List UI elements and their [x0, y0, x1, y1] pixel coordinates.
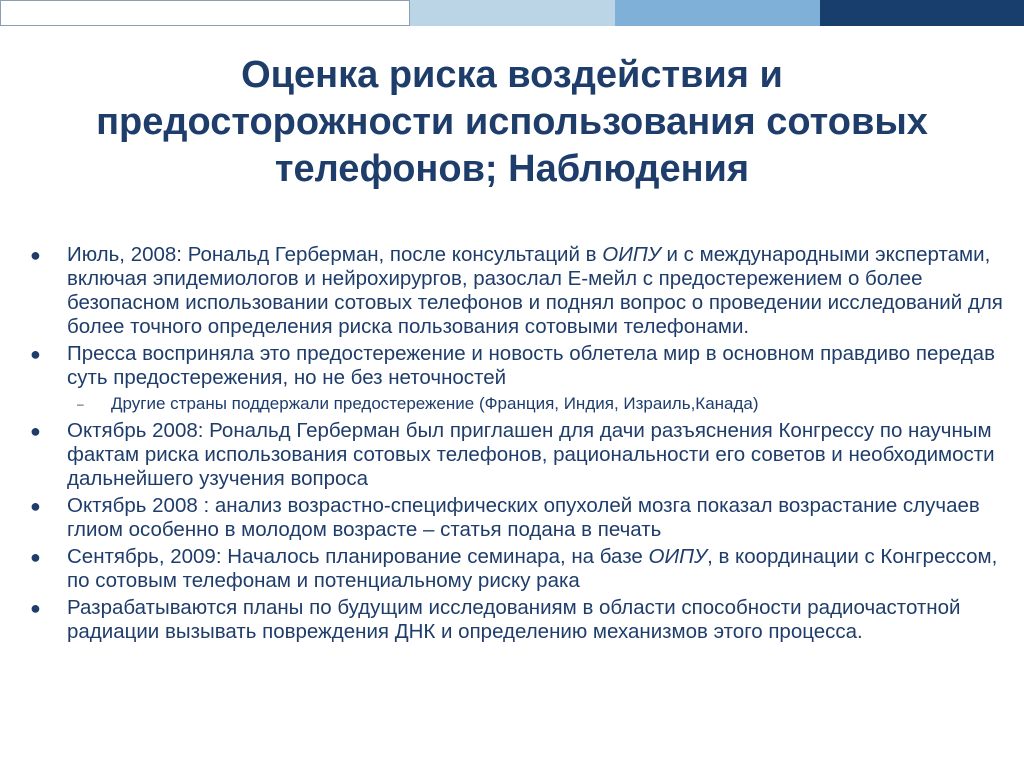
- decorative-top-bar: [0, 0, 1024, 26]
- bullet-list: [30, 243, 1015, 647]
- top-bar-segment-medium-blue: [615, 0, 820, 26]
- bullet-dot-icon: ●: [30, 245, 41, 265]
- bullet-text-pre: Сентябрь, 2009: Началось планирование семинара, на базе: [67, 545, 649, 568]
- bullet-text-emphasis: ОИПУ: [602, 243, 661, 266]
- bullet-dot-icon: ●: [30, 421, 41, 441]
- sub-bullet-text: Другие страны поддержали предостережение (Франция, Индия, Израиль,Канада): [111, 394, 759, 413]
- title-line-3: телефонов; Наблюдения: [274, 148, 750, 190]
- bullet-dot-icon: ●: [30, 547, 41, 567]
- bullet-text-post: , в координации с Конгрессом, по сотовым телефонам и потенциальному риску рака: [67, 545, 998, 592]
- top-bar-segment-dark-blue: [820, 0, 1024, 26]
- bullet-dot-icon: ●: [30, 344, 41, 364]
- top-bar-segment-light-blue: [410, 0, 615, 26]
- slide-title: [0, 52, 1024, 193]
- bullet-text-emphasis: ОИПУ: [648, 545, 708, 568]
- bullet-text: Разрабатываются планы по будущим исследованиям в области способности радиочастотной радиации вызывать повреждения ДНК и определению механизмов этого процесса.: [67, 596, 961, 643]
- bullet-item-3: [30, 419, 1015, 491]
- sub-bullet-dash-icon: –: [77, 397, 84, 411]
- title-line-2: предосторожности использования сотовых: [96, 101, 928, 143]
- sub-bullet-item-1: [30, 393, 1015, 415]
- bullet-text: Октябрь 2008 : анализ возрастно-специфических опухолей мозга показал возрастание случаев глиом особенно в молодом возрасте – статья подана в печать: [67, 494, 980, 541]
- bullet-item-4: [30, 494, 1015, 542]
- bullet-item-6: [30, 596, 1015, 644]
- bullet-text-post: и с международными экспертами, включая эпидемиологов и нейрохирургов, разослал E-мейл с предостережением о более безопасном использовании сотовых телефонов и поднял вопрос о проведении исследований для более точного определения риска пользования сотовыми телефонами.: [67, 243, 1003, 338]
- bullet-item-5: [30, 545, 1015, 593]
- bullet-text: Пресса восприняла это предостережение и новость облетела мир в основном правдиво передав суть предостережения, но не без неточностей: [67, 342, 995, 389]
- bullet-item-1: [30, 243, 1015, 339]
- bullet-dot-icon: ●: [30, 496, 41, 516]
- title-line-1: Оценка риска воздействия и: [241, 54, 783, 96]
- bullet-text-pre: Июль, 2008: Рональд Герберман, после консультаций в: [67, 243, 603, 266]
- bullet-dot-icon: ●: [30, 598, 41, 618]
- top-bar-segment-white: [0, 0, 410, 26]
- bullet-text: Октябрь 2008: Рональд Герберман был приглашен для дачи разъяснения Конгрессу по научным фактам риска использования сотовых телефонов, рациональности его советов и необходимости дальнейшего узучения вопроса: [67, 419, 995, 490]
- bullet-item-2: [30, 342, 1015, 390]
